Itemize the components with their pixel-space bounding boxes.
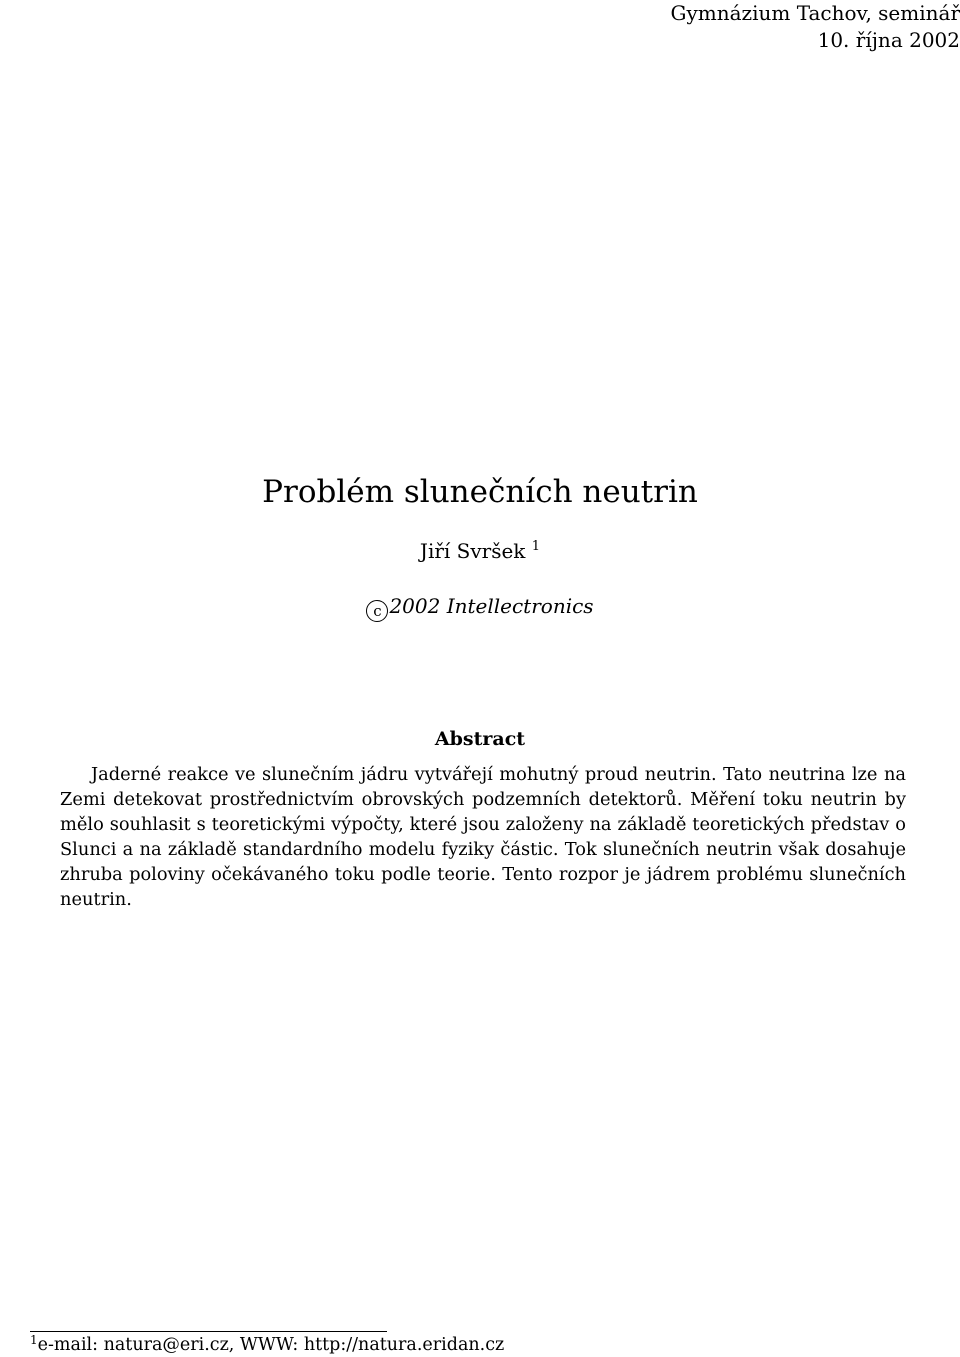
abstract-line: mělo souhlasit s teoretickými výpočty, které jsou založeny na základě teoretických představ o: [60, 814, 906, 835]
footnote-mark: 1: [30, 1333, 38, 1347]
abstract-line: zhruba poloviny očekávaného toku podle teorie. Tento rozpor je jádrem problému slunečních: [60, 864, 906, 885]
abstract-line: neutrin.: [60, 889, 132, 910]
abstract-heading: Abstract: [434, 728, 526, 750]
running-header-institution: Gymnázium Tachov, seminář: [670, 1, 960, 25]
copyright-text: 2002 Intellectronics: [389, 594, 594, 618]
footnote: [30, 1334, 504, 1356]
copyright-line: [0, 593, 960, 622]
paper-title: Problém slunečních neutrin: [262, 474, 698, 510]
author-name: Jiří Svršek: [419, 539, 526, 563]
footnote-rule: [30, 1331, 387, 1332]
running-header-date: 10. října 2002: [817, 28, 960, 52]
author-line: [0, 538, 960, 564]
footnote-text: e-mail: natura@eri.cz, WWW: http://natura.eridan.cz: [37, 1335, 505, 1355]
copyright-icon: c: [366, 600, 388, 622]
abstract-body: [60, 762, 906, 912]
abstract-line: Slunci a na základě standardního modelu fyziky částic. Tok slunečních neutrin však dosahuje: [60, 839, 906, 860]
abstract-line: Jaderné reakce ve slunečním jádru vytvářejí mohutný proud neutrin. Tato neutrina lze na: [91, 764, 906, 785]
author-footnote-mark: 1: [531, 539, 541, 554]
abstract-line: Zemi detekovat prostřednictvím obrovských podzemních detektorů. Měření toku neutrin by: [60, 789, 906, 810]
